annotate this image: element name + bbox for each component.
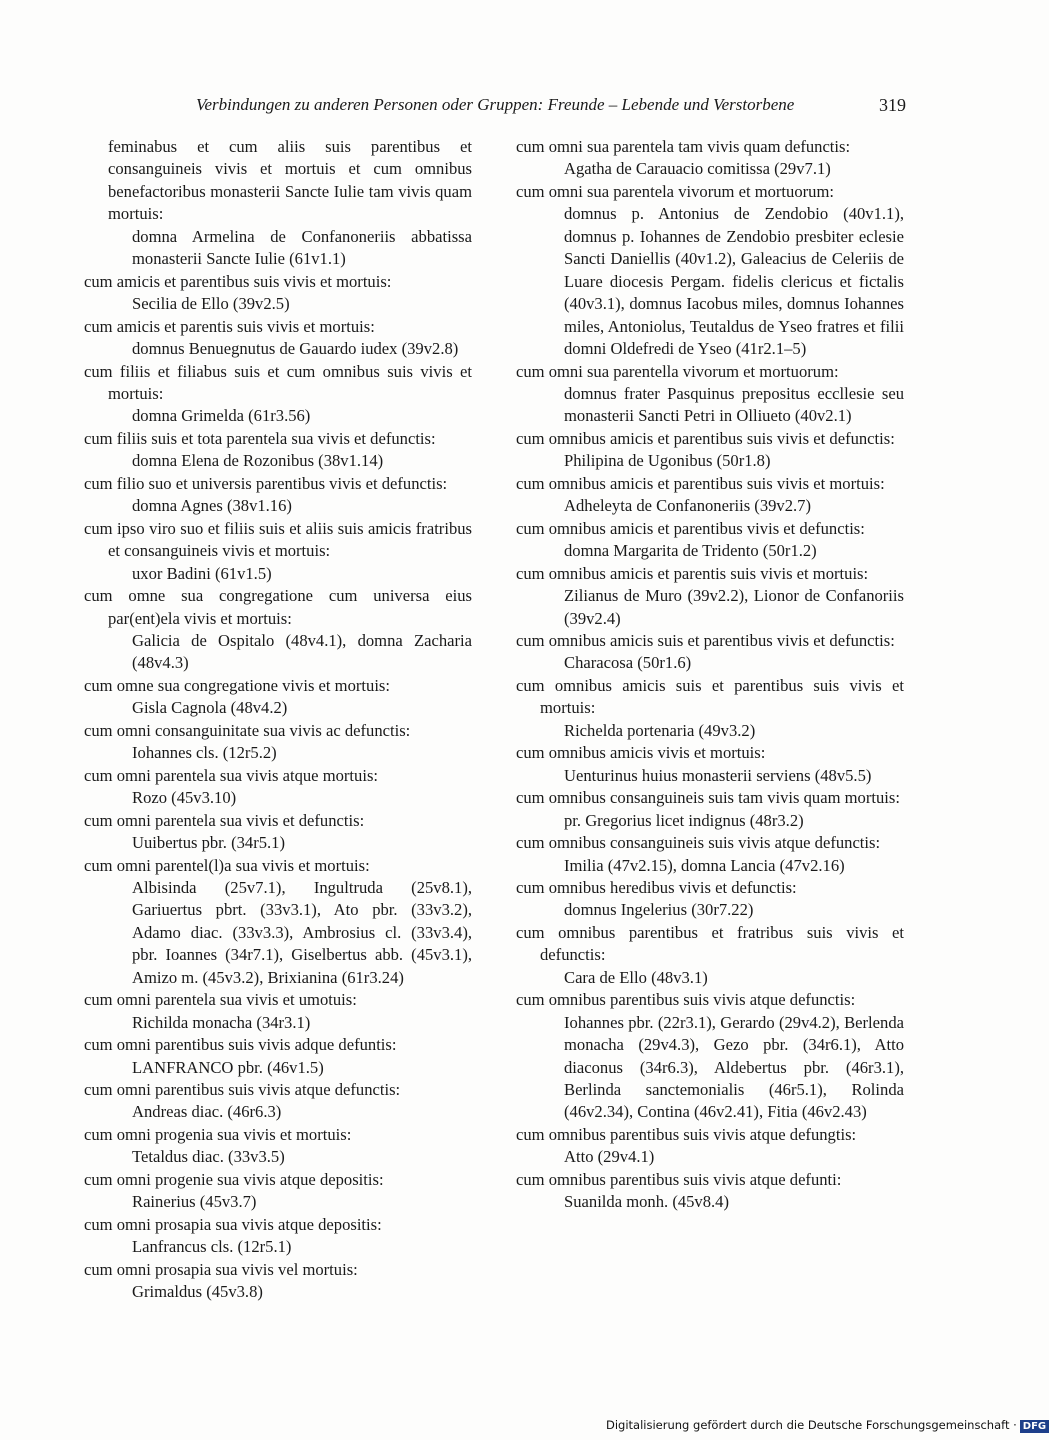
entry-heading: cum omnibus consanguineis suis tam vivis quam mortuis: (516, 788, 900, 808)
entry-names: Adheleyta de Confanoneriis (39v2.7) (564, 496, 811, 516)
entry-names: Uenturinus huius monasterii serviens (48v5.5) (564, 765, 872, 785)
dfg-logo: DFG (1020, 1420, 1049, 1433)
entry-names: feminabus et cum aliis suis parentibus et consanguineis vivis et mortuis et cum omnibus benefactoribus monasterii Sancte Iulie tam vivis quam mortuis: (108, 137, 472, 224)
entry-heading: cum omnibus amicis et parentibus suis vivis et defunctis: (516, 428, 895, 448)
entry-names: Iohannes pbr. (22r3.1), Gerardo (29v4.2), Berlenda monacha (29v4.3), Gezo pbr. (34r6.1), Atto diaconus (34r6.3), Aldebertus pbr. (46r3.1), Berlinda sanctemonialis (46r5.1), Rolinda (46v2.34), Contina (46v2.41), Fitia (46v2.43) (564, 1012, 904, 1122)
index-entry (84, 518, 472, 585)
running-title: Verbindungen zu anderen Personen oder Gruppen: Freunde – Lebende und Verstorbene (196, 95, 795, 114)
entry-heading: cum omni prosapia sua vivis vel mortuis: (84, 1259, 358, 1279)
entry-names: domna Armelina de Confanoneriis abbatissa monasterii Sancte Iulie (61v1.1) (132, 226, 472, 269)
entry-names: domnus Benuegnutus de Gauardo iudex (39v2.8) (132, 339, 459, 359)
index-entry (84, 1169, 472, 1214)
funding-text: Digitalisierung gefördert durch die Deutsche Forschungsgemeinschaft · (606, 1418, 1017, 1432)
index-entry (516, 742, 904, 787)
entry-names: domna Margarita de Tridento (50r1.2) (564, 541, 817, 561)
entry-names: domnus frater Pasquinus prepositus eccllesie seu monasterii Sancti Petri in Olliueto (40v2.1) (564, 383, 904, 426)
entry-heading: cum omni sua parentella vivorum et mortuorum: (516, 361, 839, 381)
entry-names: Andreas diac. (46r6.3) (132, 1102, 282, 1122)
entry-names: Richelda portenaria (49v3.2) (564, 720, 756, 740)
entry-heading: cum omnibus amicis et parentis suis vivis et mortuis: (516, 563, 869, 583)
entry-names: Secilia de Ello (39v2.5) (132, 294, 290, 314)
entry-names: domna Elena de Rozonibus (38v1.14) (132, 451, 384, 471)
running-header (196, 92, 906, 118)
entry-heading: cum amicis et parentibus suis vivis et mortuis: (84, 271, 392, 291)
entry-heading: cum omni consanguinitate sua vivis ac defunctis: (84, 720, 411, 740)
entry-names: Rozo (45v3.10) (132, 788, 237, 808)
entry-names: Cara de Ello (48v3.1) (564, 967, 708, 987)
index-entry (84, 1079, 472, 1124)
index-entry (516, 136, 904, 181)
index-entry (84, 765, 472, 810)
index-entry (84, 810, 472, 855)
index-entry (84, 1124, 472, 1169)
entry-heading: cum omni parentela sua vivis et defunctis: (84, 810, 365, 830)
entry-names: domna Agnes (38v1.16) (132, 496, 292, 516)
index-entry (84, 855, 472, 990)
entry-names: Grimaldus (45v3.8) (132, 1282, 263, 1302)
entry-heading: cum omne sua congregatione vivis et mortuis: (84, 675, 390, 695)
entry-names: Zilianus de Muro (39v2.2), Lionor de Confanoriis (39v2.4) (564, 586, 904, 628)
entry-names: uxor Badini (61v1.5) (132, 563, 272, 583)
index-entry (84, 585, 472, 675)
entry-names: Rainerius (45v3.7) (132, 1192, 257, 1212)
entry-names: domnus p. Antonius de Zendobio (40v1.1), domnus p. Iohannes de Zendobio presbiter eclesie Sancti Daniellis (40v1.2), Galeacius de Celeriis de Luare diocesis Pergam. fidelis clericus et fictalis (40v3.1), domnus Iacobus miles, domnus Iohannes miles, Antoniolus, Teutaldus de Yseo fratres et filii domni Oldefredi de Yseo (41r2.1–5) (564, 204, 904, 359)
entry-heading: cum omnibus amicis suis et parentibus vivis et defunctis: (516, 630, 895, 650)
entry-heading: cum omnibus parentibus et fratribus suis vivis et defunctis: (516, 922, 904, 965)
entry-heading: cum omnibus consanguineis suis vivis atque defunctis: (516, 833, 881, 853)
index-entry (516, 563, 904, 630)
page-number: 319 (879, 95, 906, 115)
entry-heading: cum omnibus heredibus vivis et defunctis: (516, 877, 797, 897)
entry-heading: cum omnibus amicis et parentibus vivis et defunctis: (516, 518, 865, 538)
right-column (516, 136, 904, 1214)
index-entry (84, 1214, 472, 1259)
entry-heading: cum omni sua parentela tam vivis quam defunctis: (516, 137, 851, 156)
index-entry (516, 518, 904, 563)
entry-heading: cum omnibus amicis et parentibus suis vivis et mortuis: (516, 473, 885, 493)
entry-names: Characosa (50r1.6) (564, 653, 692, 673)
index-entry (516, 675, 904, 742)
index-entry (516, 1169, 904, 1214)
entry-heading: cum omnibus parentibus suis vivis atque defunti: (516, 1169, 842, 1189)
entry-names: Philipina de Ugonibus (50r1.8) (564, 451, 771, 471)
entry-heading: cum omnibus parentibus suis vivis atque defungtis: (516, 1124, 857, 1144)
entry-heading: cum omni parentibus suis vivis atque defunctis: (84, 1080, 401, 1100)
index-entry (516, 428, 904, 473)
index-entry (516, 989, 904, 1124)
entry-heading: cum filio suo et universis parentibus vivis et defunctis: (84, 473, 448, 493)
index-entry (516, 473, 904, 518)
index-entry (516, 1124, 904, 1169)
entry-heading: cum omni parentel(l)a sua vivis et mortuis: (84, 855, 370, 875)
entry-names: Uuibertus pbr. (34r5.1) (132, 833, 286, 853)
entry-heading: cum omni parentela sua vivis atque mortuis: (84, 765, 379, 785)
index-entry (516, 877, 904, 922)
funding-footer (606, 1418, 1049, 1433)
entry-names: Galicia de Ospitalo (48v4.1), domna Zacharia (48v4.3) (132, 630, 472, 673)
entry-heading: cum omne sua congregatione cum universa eius par(ent)ela vivis et mortuis: (84, 586, 472, 628)
index-entry (84, 316, 472, 361)
index-entry (84, 1259, 472, 1304)
entry-names: Tetaldus diac. (33v3.5) (132, 1147, 285, 1167)
entry-names: Albisinda (25v7.1), Ingultruda (25v8.1), Gariuertus pbrt. (33v3.1), Ato pbr. (33v3.2), Adamo diac. (33v3.3), Ambrosius cl. (33v3.4), pbr. Ioannes (34r7.1), Giselbertus abb. (45v3.1), Amizo m. (45v3.2), Brixianina (61r3.24) (132, 877, 472, 987)
index-entry (84, 136, 472, 271)
entry-heading: cum omnibus amicis vivis et mortuis: (516, 743, 766, 763)
entry-heading: cum omni sua parentela vivorum et mortuorum: (516, 181, 834, 201)
index-entry (84, 675, 472, 720)
entry-names: domnus Ingelerius (30r7.22) (564, 900, 754, 920)
entry-names: Agatha de Carauacio comitissa (29v7.1) (564, 159, 831, 179)
entry-heading: cum omni progenia sua vivis et mortuis: (84, 1124, 352, 1144)
index-entry (516, 630, 904, 675)
entry-heading: cum omni parentibus suis vivis adque defuntis: (84, 1035, 397, 1055)
entry-heading: cum omni parentela sua vivis et umotuis: (84, 990, 357, 1010)
index-entry (84, 428, 472, 473)
entry-names: Suanilda monh. (45v8.4) (564, 1192, 729, 1212)
entry-heading: cum ipso viro suo et filiis suis et aliis suis amicis fratribus et consanguineis vivis et mortuis: (84, 518, 472, 561)
index-entry (84, 720, 472, 765)
index-entry (516, 181, 904, 361)
entry-heading: cum amicis et parentis suis vivis et mortuis: (84, 316, 375, 336)
index-entry (516, 832, 904, 877)
entry-heading: cum filiis et filiabus suis et cum omnibus suis vivis et mortuis: (84, 361, 472, 403)
entry-heading: cum omni prosapia sua vivis atque depositis: (84, 1214, 382, 1234)
left-column (84, 136, 472, 1304)
entry-names: Gisla Cagnola (48v4.2) (132, 698, 288, 718)
entry-names: Lanfrancus cls. (12r5.1) (132, 1237, 292, 1257)
index-entry (516, 361, 904, 428)
index-entry (84, 1034, 472, 1079)
entry-names: Atto (29v4.1) (564, 1147, 655, 1167)
index-entry (84, 271, 472, 316)
entry-names: pr. Gregorius licet indignus (48r3.2) (564, 810, 804, 830)
entry-names: domna Grimelda (61r3.56) (132, 406, 311, 426)
entry-names: LANFRANCO pbr. (46v1.5) (132, 1057, 324, 1077)
index-entry (84, 989, 472, 1034)
entry-heading: cum omnibus parentibus suis vivis atque defunctis: (516, 990, 856, 1010)
entry-names: Imilia (47v2.15), domna Lancia (47v2.16) (564, 855, 845, 875)
entry-names: Richilda monacha (34r3.1) (132, 1012, 311, 1032)
index-entry (516, 922, 904, 989)
index-entry (84, 473, 472, 518)
entry-names: Iohannes cls. (12r5.2) (132, 743, 277, 763)
entry-heading: cum filiis suis et tota parentela sua vivis et defunctis: (84, 428, 436, 448)
index-entry (84, 361, 472, 428)
index-entry (516, 787, 904, 832)
entry-heading: cum omni progenie sua vivis atque depositis: (84, 1169, 384, 1189)
entry-heading: cum omnibus amicis suis et parentibus suis vivis et mortuis: (516, 675, 904, 718)
